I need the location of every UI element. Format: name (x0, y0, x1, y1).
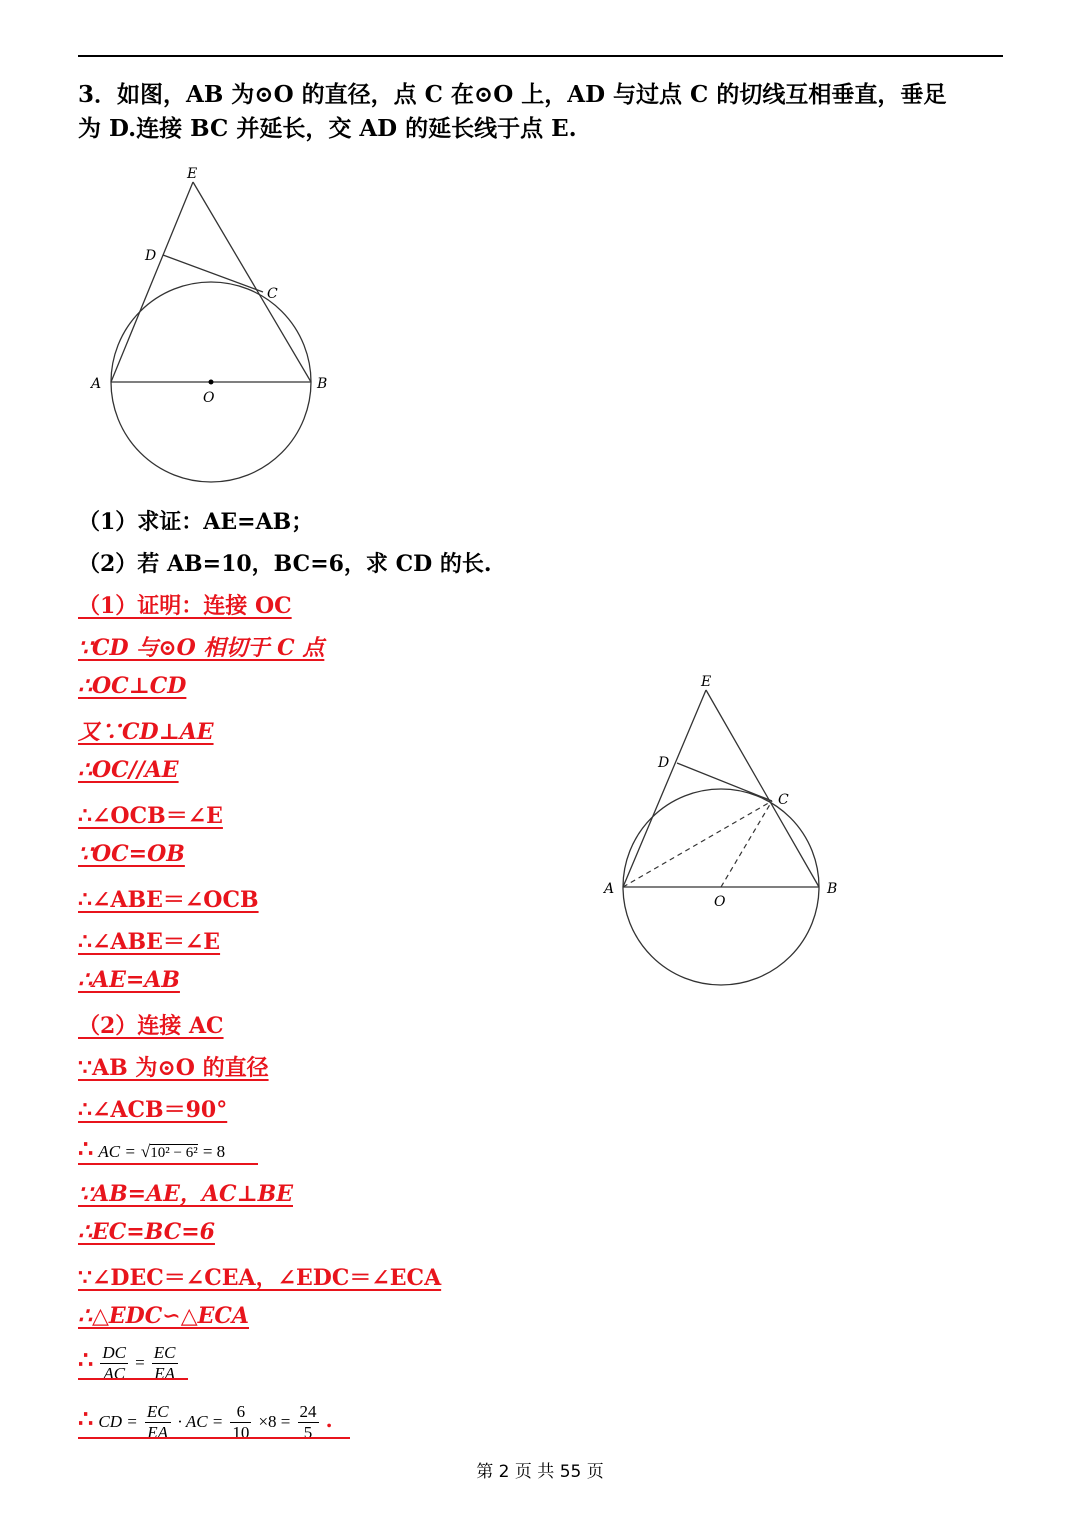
segment-ae (623, 690, 706, 887)
underline (78, 1378, 188, 1380)
solution-line: ∵AB=AE，AC⊥BE (78, 1181, 293, 1207)
label-d: D (145, 248, 157, 264)
dashed-oc (721, 801, 772, 887)
solution-line: （1）证明：连接 OC (78, 593, 292, 619)
fraction-6-10: $\frac{6}{10}$ (232, 1402, 250, 1442)
cd-times: ×8 = (258, 1412, 291, 1431)
tangent-dc (677, 763, 772, 801)
label-b: B (827, 881, 838, 897)
segment-ae (111, 182, 193, 382)
solution-line: 又∵CD⊥AE (78, 719, 214, 745)
therefore-symbol: ∴ (78, 1345, 94, 1374)
label-o: O (203, 390, 215, 406)
part-2: （2）若 AB=10，BC=6，求 CD 的长. (78, 551, 492, 577)
part-1: （1）求证：AE=AB； (78, 509, 314, 535)
label-b: B (317, 376, 328, 392)
solution-line: ∴OC//AE (78, 757, 179, 783)
solution-line: ∴∠ABE＝∠E (78, 929, 221, 955)
solution-line: ∴∠ABE＝∠OCB (78, 887, 259, 913)
top-rule (78, 55, 1003, 57)
solution-line: ∴∠ACB＝90° (78, 1097, 228, 1123)
ac-radicand: 10² − 6² (150, 1145, 198, 1161)
question-line-1: 3．如图，AB 为⊙O 的直径，点 C 在⊙O 上，AD 与过点 C 的切线互相垂直，垂足 (78, 81, 947, 108)
equals-sign: = (135, 1353, 145, 1372)
cd-lhs: CD = (98, 1412, 138, 1431)
center-dot (209, 380, 214, 385)
therefore-symbol: ∴ (78, 1134, 94, 1163)
fraction-ec-ea: $\frac{EC}{EA}$ (146, 1402, 169, 1442)
label-a: A (91, 376, 102, 392)
fraction-dc-ac: $\frac{DC}{AC}$ (102, 1343, 126, 1383)
label-a: A (604, 881, 615, 897)
solution-line: ∴AE=AB (78, 967, 180, 993)
page-footer: 第 2 页 共 55 页 (476, 1462, 604, 1482)
solution-line: ∴EC=BC=6 (78, 1219, 215, 1245)
cd-period: . (325, 1408, 333, 1432)
ac-rhs: = 8 (202, 1142, 226, 1161)
figure-1 (85, 160, 345, 490)
fraction-ec-ea: $\frac{EC}{EA}$ (153, 1343, 176, 1383)
sqrt-icon: √ (140, 1142, 151, 1161)
solution-line: ∵∠DEC＝∠CEA，∠EDC＝∠ECA (78, 1265, 442, 1291)
solution-line: ∴△EDC∽△ECA (78, 1303, 249, 1329)
label-c: C (267, 286, 278, 302)
math-ac-line (78, 1134, 225, 1163)
label-e: E (187, 166, 198, 182)
solution-line: ∴∠OCB＝∠E (78, 803, 223, 829)
tangent-dc (163, 255, 263, 292)
ac-lhs: AC = (98, 1142, 136, 1161)
label-o: O (714, 894, 726, 910)
underline (78, 1163, 258, 1165)
label-d: D (658, 755, 670, 771)
cd-mid: · AC = (177, 1412, 224, 1431)
figure-2 (598, 668, 848, 998)
label-c: C (778, 792, 789, 808)
therefore-symbol: ∴ (78, 1404, 94, 1433)
fraction-24-5: $\frac{24}{5}$ (299, 1402, 317, 1442)
question-line-2: 为 D.连接 BC 并延长，交 AD 的延长线于点 E. (78, 115, 577, 142)
dashed-ac (623, 801, 772, 887)
solution-line: ∴OC⊥CD (78, 673, 187, 699)
label-e: E (701, 674, 712, 690)
solution-line: ∵OC=OB (78, 841, 185, 867)
solution-line: （2）连接 AC (78, 1013, 224, 1039)
solution-line: ∵CD 与⊙O 相切于 C 点 (78, 635, 325, 661)
underline (78, 1437, 350, 1439)
solution-line: ∵AB 为⊙O 的直径 (78, 1055, 269, 1081)
